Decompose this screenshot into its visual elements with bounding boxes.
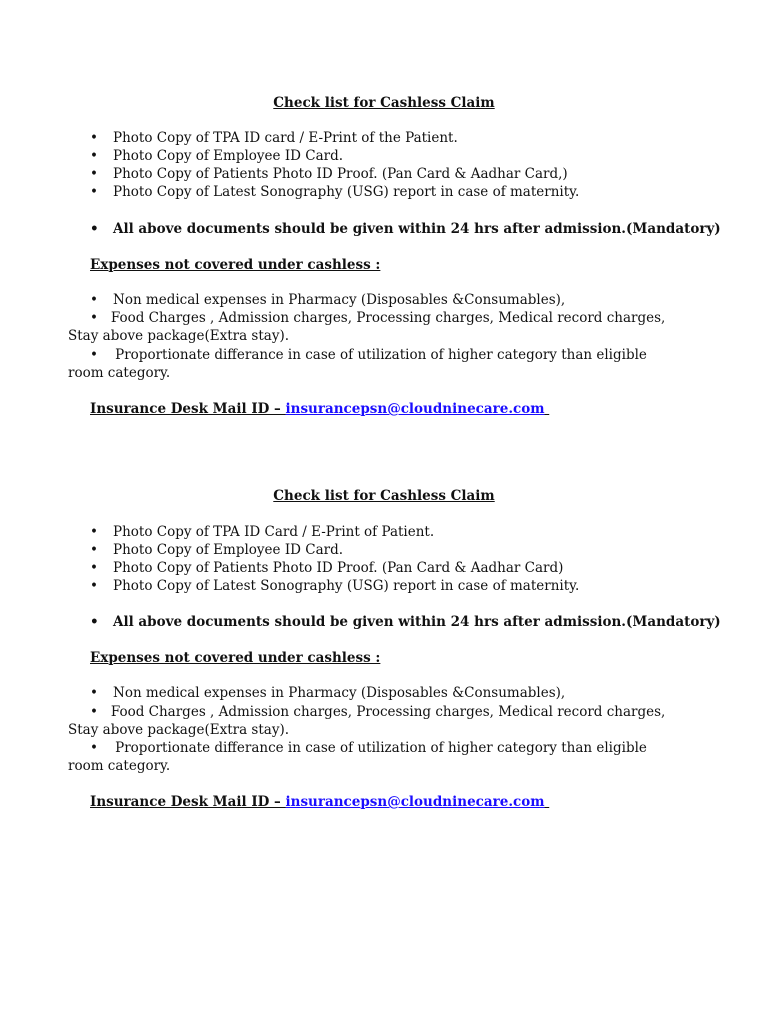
expense-item-text: Non medical expenses in Pharmacy (Disposables &Consumables), — [113, 685, 566, 701]
expense-item-text: Non medical expenses in Pharmacy (Disposables &Consumables), — [113, 292, 566, 308]
mail-label: Insurance Desk Mail ID – — [90, 794, 286, 810]
bullet-icon: • — [90, 704, 98, 720]
expenses-heading: Expenses not covered under cashless : — [90, 257, 381, 273]
bullet-icon: • — [90, 221, 99, 237]
bullet-icon: • — [90, 560, 98, 576]
mail-link[interactable]: insurancepsn@cloudninecare.com — [285, 794, 545, 810]
bullet-icon: • — [90, 685, 98, 701]
expense-item-text: Food Charges , Admission charges, Processing charges, Medical record charges, Stay above package(Extra stay). — [68, 704, 666, 738]
bullet-icon: • — [90, 292, 98, 308]
bullet-icon: • — [90, 347, 98, 363]
expense-item-text: Proportionate differance in case of utilization of higher category than eligible room category. — [68, 740, 647, 774]
expenses-heading: Expenses not covered under cashless : — [90, 650, 381, 666]
mandatory-note-text: All above documents should be given within 24 hrs after admission.(Mandatory) — [113, 221, 721, 237]
checklist-item-text: Photo Copy of Employee ID Card. — [113, 148, 344, 164]
section-title: Check list for Cashless Claim — [273, 488, 495, 504]
bullet-icon: • — [90, 578, 98, 594]
insurance-mail — [90, 400, 549, 418]
bullet-icon: • — [90, 740, 98, 756]
checklist-item-text: Photo Copy of Patients Photo ID Proof. (Pan Card & Aadhar Card) — [113, 560, 564, 576]
mandatory-note-text: All above documents should be given within 24 hrs after admission.(Mandatory) — [113, 614, 721, 630]
expense-item-text: Food Charges , Admission charges, Processing charges, Medical record charges, Stay above package(Extra stay). — [68, 310, 666, 344]
expense-item — [68, 739, 668, 775]
insurance-mail — [90, 793, 549, 811]
bullet-icon: • — [90, 184, 98, 200]
bullet-icon: • — [90, 524, 98, 540]
bullet-icon: • — [90, 614, 99, 630]
checklist-item-text: Photo Copy of Employee ID Card. — [113, 542, 344, 558]
checklist-item-text: Photo Copy of TPA ID card / E-Print of the Patient. — [113, 130, 458, 146]
expense-item — [68, 309, 668, 345]
bullet-icon: • — [90, 130, 98, 146]
bullet-icon: • — [90, 310, 98, 326]
checklist-item-text: Photo Copy of Latest Sonography (USG) report in case of maternity. — [113, 184, 580, 200]
expense-item — [68, 703, 668, 739]
section-title: Check list for Cashless Claim — [273, 95, 495, 111]
bullet-icon: • — [90, 542, 98, 558]
checklist-item-text: Photo Copy of TPA ID Card / E-Print of Patient. — [113, 524, 435, 540]
expense-item-text: Proportionate differance in case of utilization of higher category than eligible room category. — [68, 347, 647, 381]
expense-item — [68, 346, 668, 382]
bullet-icon: • — [90, 148, 98, 164]
checklist-item-text: Photo Copy of Latest Sonography (USG) report in case of maternity. — [113, 578, 580, 594]
checklist-item-text: Photo Copy of Patients Photo ID Proof. (Pan Card & Aadhar Card,) — [113, 166, 568, 182]
mail-link[interactable]: insurancepsn@cloudninecare.com — [285, 401, 545, 417]
mail-label: Insurance Desk Mail ID – — [90, 401, 286, 417]
bullet-icon: • — [90, 166, 98, 182]
